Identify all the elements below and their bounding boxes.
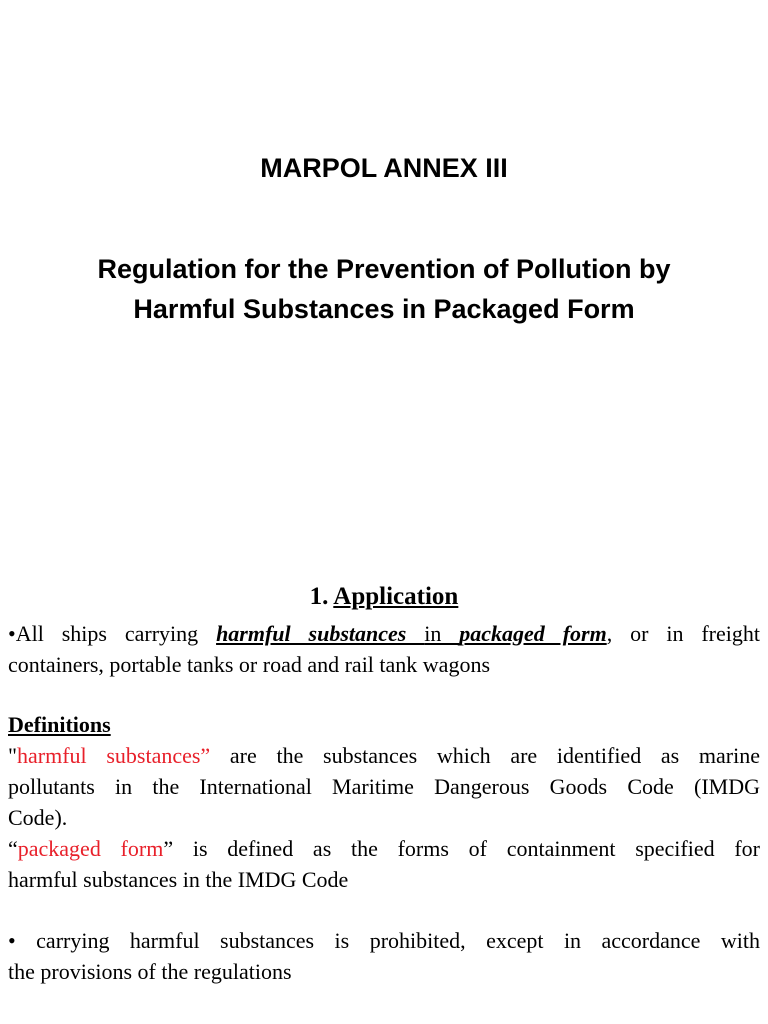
- prohibition-paragraph: [8, 925, 760, 987]
- subtitle-line-2: Harmful Substances in Packaged Form: [133, 294, 635, 324]
- application-mid: in: [424, 621, 460, 646]
- definition-1-line-3: Code).: [8, 805, 68, 830]
- definition-2-line-2: harmful substances in the IMDG Code: [8, 867, 349, 892]
- application-suffix: , or in freight: [606, 621, 760, 646]
- section-title: Application: [333, 583, 459, 610]
- def1-term: harmful substances”: [16, 743, 211, 768]
- page-subtitle: [0, 249, 768, 329]
- application-line-2: containers, portable tanks or road and rail tank wagons: [8, 652, 491, 677]
- section-number: 1.: [309, 583, 334, 610]
- term-packaged-form: packaged form: [459, 621, 607, 646]
- page-title: MARPOL ANNEX III: [260, 153, 508, 183]
- definition-1-line-1: [8, 740, 760, 771]
- section-heading: [0, 583, 768, 611]
- def2-quote: “: [8, 836, 18, 861]
- prohibition-line-2: the provisions of the regulations: [8, 959, 292, 984]
- subtitle-line-1: Regulation for the Prevention of Pollution by: [97, 254, 671, 284]
- application-paragraph: [8, 618, 760, 680]
- def1-text: are the substances which are identified as marine: [210, 743, 761, 768]
- def2-text: ” is defined as the forms of containment specified for: [163, 836, 760, 861]
- application-line-1: [8, 618, 760, 649]
- def2-term: packaged form: [17, 836, 164, 861]
- definitions-heading: Definitions: [8, 712, 111, 737]
- def1-quote: ": [8, 743, 17, 768]
- definitions-block: [8, 709, 760, 895]
- definition-2-line-1: [8, 833, 760, 864]
- prohibition-line-1: • carrying harmful substances is prohibited, except in accordance with: [8, 928, 760, 953]
- definition-1-line-2: pollutants in the International Maritime Dangerous Goods Code (IMDG: [8, 774, 760, 799]
- application-prefix: •All ships carrying: [8, 621, 217, 646]
- term-harmful-substances: harmful substances: [216, 621, 425, 646]
